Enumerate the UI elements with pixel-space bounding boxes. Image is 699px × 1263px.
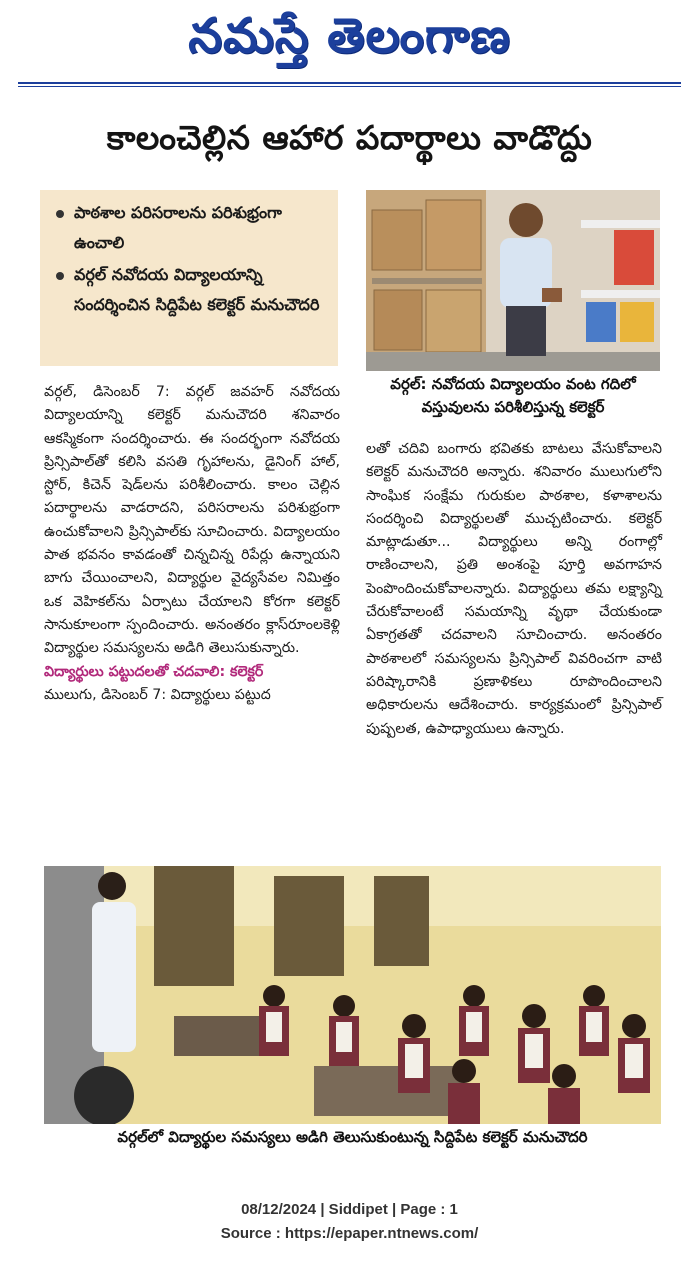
classroom-photo-illustration	[44, 866, 661, 1124]
kitchen-photo	[366, 190, 660, 371]
kitchen-photo-illustration	[366, 190, 660, 371]
kicker-box	[40, 190, 338, 366]
classroom-photo	[44, 866, 661, 1124]
bullet-icon	[56, 272, 64, 280]
kitchen-photo-caption: వర్గల్: నవోదయ విద్యాలయం వంట గదిలో వస్తువులను పరిశీలిస్తున్న కలెక్టర్	[390, 375, 636, 416]
article-column-2	[366, 438, 662, 741]
article-body-text: ములుగు, డిసెంబర్ 7: విద్యార్థులు పట్టుద	[44, 686, 271, 703]
article-subhead: విద్యార్థులు పట్టుదలతో చదవాలి: కలెక్టర్	[44, 663, 264, 680]
kicker-item	[54, 260, 324, 320]
article-body-text: వర్గల్, డిసెంబర్ 7: వర్గల్ జవహర్ నవోదయ విద్యాలయాన్ని కలెక్టర్ మనుచౌదరి శనివారం ఆకస్మికంగా సందర్శించారు. ఈ సందర్భంగా నవోదయ ప్రిన్సిపాల్‌తో కలిసి వసతి గృహాలను, డైనింగ్ హాల్, స్టోర్, కిచెన్ షెడ్‌లను పరిశీలించారు. కాలం చెల్లిన పదార్థాలను వాడరాదని, పరిసరాలను పరిశుభ్రంగా ఉంచుకోవాలని ప్రిన్సిపాల్‌కు సూచించారు. విద్యాలయం పాత భవనం కావడంతో చిన్నచిన్న రిపేర్లు ఉన్నాయని బాగు చేయించాలని, విద్యార్థుల వైద్యసేవల నిమిత్తం ఒక వెహికల్‌ను ఏర్పాటు చేయాలని కోరగా కలెక్టర్ సానుకూలంగా స్పందించారు. అనంతరం క్లాస్‌రూంలకెళ్లి విద్యార్థుల సమస్యలను అడిగి తెలుసుకున్నారు.	[44, 384, 340, 657]
bullet-icon	[56, 210, 64, 218]
kicker-item	[54, 198, 324, 258]
kicker-item-text: వర్గల్ నవోదయ విద్యాలయాన్ని సందర్శించిన సిద్దిపేట కలెక్టర్ మనుచౌదరి	[74, 265, 320, 314]
masthead	[0, 8, 699, 74]
masthead-rule-thin	[18, 86, 681, 87]
classroom-photo-caption: వర్గల్‌లో విద్యార్థుల సమస్యలు అడిగి తెలుసుకుంటున్న సిద్దిపేట కలెక్టర్ మనుచౌదరి	[117, 1128, 588, 1146]
masthead-rule	[18, 82, 681, 84]
article-body-text: లతో చదివి బంగారు భవితకు బాటలు వేసుకోవాలని కలెక్టర్ మనుచౌదరి అన్నారు. శనివారం ములుగులోని సాంఘిక సంక్షేమ గురుకుల పాఠశాల, కళాశాలను సందర్శించి విద్యార్థులతో ముచ్చటించారు. కలెక్టర్ మాట్లాడుతూ... విద్యార్థులు అన్ని రంగాల్లో రాణించాలని, ప్రతి అంశంపై పూర్తి అవగాహన పెంపొందించుకోవాలన్నారు. విద్యార్థులు తమ లక్ష్యాన్ని చేరుకోవాలంటే సమయాన్ని వృథా చేయకుండా ఏకాగ్రతతో చదవాలని సూచించారు. అనంతరం పాఠశాలలో సమస్యలను ప్రిన్సిపాల్ వివరించగా వాటి పరిష్కారానికి ప్రణాళికలు రూపొందించాలని అధికారులను ఆదేశించారు. కార్యక్రమంలో ప్రిన్సిపాల్ పుష్పలత, ఉపాధ్యాయులు ఉన్నారు.	[366, 441, 662, 737]
footer-source-link[interactable]: Source : https://epaper.ntnews.com/	[220, 1225, 479, 1242]
masthead-title: నమస్తే తెలంగాణ	[188, 8, 511, 64]
footer-date-line: 08/12/2024 | Siddipet | Page : 1	[241, 1201, 458, 1218]
kicker-item-text: పాఠశాల పరిసరాలను పరిశుభ్రంగా ఉంచాలి	[74, 203, 282, 252]
article-headline: కాలంచెల్లిన ఆహార పదార్థాలు వాడొద్దు	[106, 118, 593, 157]
article-column-1	[44, 381, 340, 707]
